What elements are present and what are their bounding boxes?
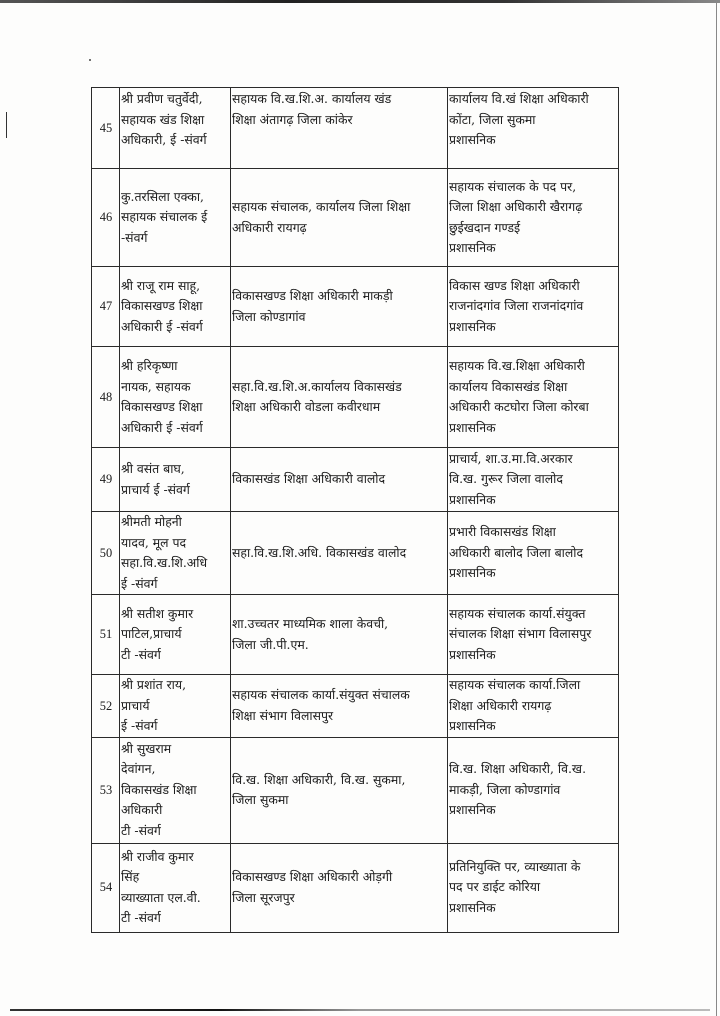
current-posting-cell xyxy=(231,169,448,267)
posted-line: शिक्षा अधिकारी रायगढ़ xyxy=(449,697,552,713)
table-row xyxy=(92,843,619,932)
posted-line: प्रशासनिक xyxy=(449,718,496,733)
current-posting-cell xyxy=(231,448,448,512)
name-line: श्री प्रशांत राय, xyxy=(121,677,187,692)
name-line: श्री सतीश कुमार xyxy=(121,605,194,621)
name-line: सहायक खंड शिक्षा xyxy=(121,111,205,127)
table-row xyxy=(92,737,619,843)
current-line: जिला सूरजपुर xyxy=(232,889,295,905)
serial-number-cell: 50 xyxy=(92,512,120,595)
posted-line: प्रशासनिक xyxy=(449,802,496,818)
current-posting-cell xyxy=(231,595,448,675)
current-line: सहायक वि.ख.शि.अ. कार्यालय खंड xyxy=(232,91,392,106)
posted-line: अधिकारी बालोद जिला बालोद xyxy=(449,544,584,560)
posted-line: वि.ख. शिक्षा अधिकारी, वि.ख. xyxy=(449,761,587,777)
name-line: विकासखण्ड शिक्षा xyxy=(121,399,203,414)
officer-name-cell xyxy=(120,267,231,347)
name-line: अधिकारी, ई -संवर्ग xyxy=(121,132,207,147)
current-posting-cell xyxy=(231,675,448,738)
officer-name-cell xyxy=(120,512,231,595)
posted-line: सहायक संचालक कार्या.संयुक्त xyxy=(449,605,586,621)
name-line: अधिकारी ई -संवर्ग xyxy=(121,419,203,435)
name-line: श्री हरिकृष्णा xyxy=(121,358,178,373)
officer-name-cell xyxy=(120,595,231,675)
current-line: जिला सुकमा xyxy=(232,792,289,807)
name-line: यादव, मूल पद xyxy=(121,534,187,550)
table-row xyxy=(92,675,619,738)
posted-line: प्रशासनिक xyxy=(449,318,496,334)
posted-line: सहायक संचालक के पद पर, xyxy=(449,178,577,194)
new-posting-cell xyxy=(448,843,619,932)
name-line: श्री राजीव कुमार xyxy=(121,848,194,864)
margin-mark xyxy=(6,112,7,138)
officer-name-cell xyxy=(120,169,231,267)
current-line: विकासखण्ड शिक्षा अधिकारी ओड़गी xyxy=(232,869,393,884)
posted-line: प्रशासनिक xyxy=(449,132,496,147)
name-line: श्री प्रवीण चतुर्वेदी, xyxy=(121,91,203,106)
posted-line: वि.ख. गुरूर जिला वालोद xyxy=(449,471,563,487)
current-line: शिक्षा अंतागढ़ जिला कांकेर xyxy=(232,111,353,127)
current-posting-cell xyxy=(231,512,448,595)
current-line: विकासखण्ड शिक्षा अधिकारी माकड़ी xyxy=(232,288,393,303)
posted-line: प्राचार्य, शा.उ.मा.वि.अरकार xyxy=(449,450,573,466)
current-line: वि.ख. शिक्षा अधिकारी, वि.ख. सुकमा, xyxy=(232,771,406,787)
scan-edge-top xyxy=(0,0,720,3)
posted-line: संचालक शिक्षा संभाग विलासपुर xyxy=(449,626,592,642)
scan-edge-bottom xyxy=(10,1009,710,1011)
name-line: पाटिल,प्राचार्य xyxy=(121,626,182,642)
new-posting-cell xyxy=(448,512,619,595)
posted-line: पद पर डाईट कोरिया xyxy=(449,879,541,895)
current-line: शिक्षा अधिकारी वोडला कवीरधाम xyxy=(232,399,381,414)
posted-line: राजनांदगांव जिला राजनांदगांव xyxy=(449,298,584,314)
name-line: विकासखंड शिक्षा xyxy=(121,781,197,797)
new-posting-cell xyxy=(448,675,619,738)
officer-name-cell xyxy=(120,448,231,512)
serial-number-cell: 45 xyxy=(92,88,120,169)
serial-number-cell: 49 xyxy=(92,448,120,512)
transfer-table xyxy=(91,87,619,933)
officer-name-cell xyxy=(120,843,231,932)
current-posting-cell xyxy=(231,267,448,347)
name-line: विकासखण्ड शिक्षा xyxy=(121,298,203,314)
posted-line: सहायक वि.ख.शिक्षा अधिकारी xyxy=(449,358,585,373)
table-row xyxy=(92,169,619,267)
current-posting-cell xyxy=(231,843,448,932)
posted-line: सहायक संचालक कार्या.जिला xyxy=(449,677,581,692)
name-line: सहा.वि.ख.शि.अधि xyxy=(121,555,208,570)
current-line: शा.उच्चतर माध्यमिक शाला केवची, xyxy=(232,616,389,631)
serial-number-cell: 47 xyxy=(92,267,120,347)
current-line: अधिकारी रायगढ़ xyxy=(232,219,307,235)
current-line: सहायक संचालक कार्या.संयुक्त संचालक xyxy=(232,687,410,703)
posted-line: प्रशासनिक xyxy=(449,646,496,662)
table-row xyxy=(92,448,619,512)
posted-line: कार्यालय वि.खं शिक्षा अधिकारी xyxy=(449,91,589,106)
current-line: सहा.वि.ख.शि.अ.कार्यालय विकासखंड xyxy=(232,378,402,394)
new-posting-cell xyxy=(448,448,619,512)
scan-speck xyxy=(89,59,91,61)
posted-line: प्रशासनिक xyxy=(449,899,496,915)
posted-line: प्रशासनिक xyxy=(449,419,496,435)
table-row xyxy=(92,267,619,347)
name-line: अधिकारी ई -संवर्ग xyxy=(121,318,203,334)
serial-number-cell: 46 xyxy=(92,169,120,267)
officer-name-cell xyxy=(120,675,231,738)
officer-name-cell xyxy=(120,88,231,169)
scan-edge-right xyxy=(716,0,717,1016)
name-line: प्राचार्य ई -संवर्ग xyxy=(121,481,190,497)
table-row xyxy=(92,88,619,169)
name-line: ई -संवर्ग xyxy=(121,575,158,591)
posted-line: अधिकारी कटघोरा जिला कोरबा xyxy=(449,399,589,414)
name-line: कु.तरसिला एक्का, xyxy=(121,188,204,204)
posted-line: कार्यालय विकासखंड शिक्षा xyxy=(449,378,568,394)
new-posting-cell xyxy=(448,347,619,448)
new-posting-cell xyxy=(448,595,619,675)
posted-line: प्रशासनिक xyxy=(449,491,496,507)
name-line: श्री राजू राम साहू, xyxy=(121,277,201,293)
current-line: सहायक संचालक, कार्यालय जिला शिक्षा xyxy=(232,199,411,214)
serial-number-cell: 54 xyxy=(92,843,120,932)
new-posting-cell xyxy=(448,267,619,347)
table-row xyxy=(92,595,619,675)
serial-number-cell: 53 xyxy=(92,737,120,843)
current-line: विकासखंड शिक्षा अधिकारी वालोद xyxy=(232,471,386,487)
officer-name-cell xyxy=(120,737,231,843)
current-line: शिक्षा संभाग विलासपुर xyxy=(232,707,334,723)
name-line: टी -संवर्ग xyxy=(121,646,161,662)
posted-line: विकास खण्ड शिक्षा अधिकारी xyxy=(449,277,580,293)
current-line: जिला जी.पी.एम. xyxy=(232,636,309,652)
name-line: सिंह xyxy=(121,869,140,884)
current-posting-cell xyxy=(231,347,448,448)
current-line: सहा.वि.ख.शि.अधि. विकासखंड वालोद xyxy=(232,544,407,560)
posted-line: प्रतिनियुक्ति पर, व्याख्याता के xyxy=(449,858,581,874)
current-line: जिला कोण्डागांव xyxy=(232,308,306,324)
current-posting-cell xyxy=(231,88,448,169)
name-line: श्रीमती मोहनी xyxy=(121,514,182,529)
name-line: श्री वसंत बाघ, xyxy=(121,461,185,476)
officer-name-cell xyxy=(120,347,231,448)
posted-line: कोंटा, जिला सुकमा xyxy=(449,111,536,127)
posted-line: प्रभारी विकासखंड शिक्षा xyxy=(449,524,556,540)
name-line: सहायक संचालक ई xyxy=(121,209,208,225)
posted-line: छुईखदान गण्डई xyxy=(449,219,521,235)
new-posting-cell xyxy=(448,88,619,169)
name-line: -संवर्ग xyxy=(121,229,148,245)
new-posting-cell xyxy=(448,737,619,843)
name-line: प्राचार्य xyxy=(121,697,150,713)
posted-line: जिला शिक्षा अधिकारी खैरागढ़ xyxy=(449,199,583,214)
serial-number-cell: 52 xyxy=(92,675,120,738)
name-line: नायक, सहायक xyxy=(121,378,191,394)
transfer-table-body xyxy=(92,88,619,933)
table-row xyxy=(92,512,619,595)
posted-line: प्रशासनिक xyxy=(449,240,496,255)
serial-number-cell: 51 xyxy=(92,595,120,675)
name-line: देवांगन, xyxy=(121,761,156,777)
serial-number-cell: 48 xyxy=(92,347,120,448)
name-line: अधिकारी xyxy=(121,802,163,818)
new-posting-cell xyxy=(448,169,619,267)
table-row xyxy=(92,347,619,448)
name-line: श्री सुखराम xyxy=(121,740,172,756)
posted-line: माकड़ी, जिला कोण्डागांव xyxy=(449,781,561,797)
name-line: टी -संवर्ग xyxy=(121,822,161,838)
posted-line: प्रशासनिक xyxy=(449,565,496,581)
current-posting-cell xyxy=(231,737,448,843)
name-line: व्याख्याता एल.वी. xyxy=(121,889,201,905)
name-line: टी -संवर्ग xyxy=(121,910,161,925)
name-line: ई -संवर्ग xyxy=(121,718,158,733)
